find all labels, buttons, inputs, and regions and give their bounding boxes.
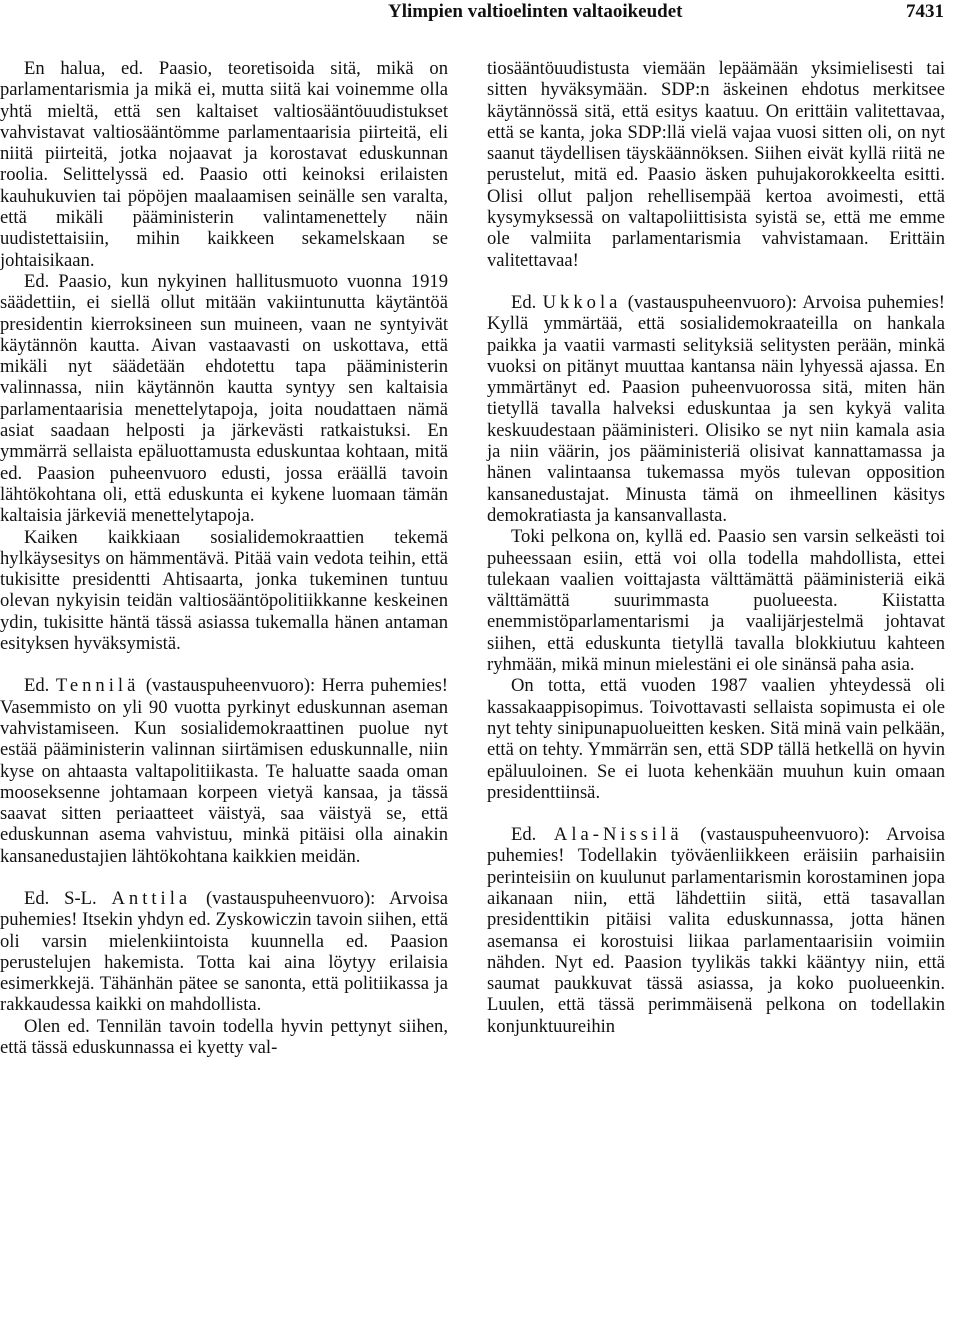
speech-paragraph: [487, 292, 945, 526]
right-column: [487, 58, 945, 1037]
speech-paragraph: [0, 675, 448, 867]
speech-paragraph: [487, 824, 945, 1037]
speech-paragraph: [0, 888, 448, 1016]
speech-lead: Ed.: [24, 675, 56, 697]
paragraph: Toki pelkona on, kyllä ed. Paasio sen varsin selkeästi toi puheessaan esiin, että voi olla todella mahdollista, ettei tulekaan vaalien voittajasta välttämättä pääministeriä eikä välttämättä suurimmasta puolueesta. Kiistatta enemmistöparlamentarismi ja vaalijärjestelmä johtavat siihen, että eduskunta tietyllä tavalla blokkiutuu kahteen ryhmään, mikä minun mielestäni ei ole sinänsä paha asia.: [487, 526, 945, 676]
paragraph: On totta, että vuoden 1987 vaalien yhteydessä oli kassakaappisopimus. Toivottavasti sellaista sopimusta ei ole nyt tehty sinipunapuolueitten kesken. Sitä minä vain pelkään, että on tehty. Ymmärrän sen, että SDP tällä hetkellä on hyvin epäluuloinen. Se ei luota kehenkään muuhun kuin omaan presidenttiinsä.: [487, 675, 945, 803]
speech-lead: Ed.: [511, 291, 543, 313]
page-number: 7431: [906, 1, 944, 22]
speaker-name: Anttila: [111, 887, 192, 909]
paragraph: En halua, ed. Paasio, teoretisoida sitä, mikä on parlamentarismia ja mikä ei, mutta siitä kai voinemme olla yhtä mieltä, että sen kaltaiset valtiosääntöuudistukset vahvistavat valtiosääntömme parlamentaarisia piirteitä, eli niitä piirteitä, jotka nojaavat ja korostavat eduskunnan roolia. Selittelyssä ed. Paasio otti keinoksi erilaisten kauhukuvien tai pöpöjen maalaamisen seinälle sen varalta, että mikäli pääministerin valintamenettely näin uudistettaisiin, mihin kaikkeen sekamelskaan se johtaisikaan.: [0, 58, 448, 271]
running-title: Ylimpien valtioelinten valtaoikeudet: [388, 1, 683, 22]
speaker-name: Tennilä: [55, 675, 140, 697]
paragraph: Olen ed. Tennilän tavoin todella hyvin pettynyt siihen, että tässä eduskunnassa ei kyetty val-: [0, 1015, 448, 1059]
speech-text: (vastauspuheenvuoro): Arvoisa puhemies! Itsekin yhdyn ed. Zyskowiczin tavoin siihen, että oli varsin mielenkiintoista kuunnella ed. Paasion perustelujen hakemista. Totta kai aina löytyy erilaisia esimerkkejä. Tähänhän pätee se sanonta, että politiikassa ja rakkaudessa kaikki on mahdollista.: [0, 887, 449, 1016]
paragraph: Ed. Paasio, kun nykyinen hallitusmuoto vuonna 1919 säädettiin, ei siellä ollut mitään vakiintunutta käytäntöä presidentin kierroksineen sun muineen, vaan ne syntyivät käytännön kautta. Aivan vastaavasti on uskottava, että mikäli nyt säädetään ehdotettu tapa pääministerin valinnassa, niin käytännön kautta syntyy sen kaltaisia parlamentaarisia menettelytapoja, joita noudattaen nämä asiat saadaan helposti ja järkevästi ratkaistuksi. En ymmärrä sellaista epäluottamusta eduskuntaa kohtaan, mitä ed. Paasion puheenvuoro edusti, jossa eräällä tavoin lähtökohtana oli, että eduskunta ei kykene luomaan tämän kaltaisia järkeviä menettelytapoja.: [0, 270, 448, 527]
speech-text: (vastauspuheenvuoro): Herra puhemies! Vasemmisto on yli 90 vuotta pyrkinyt eduskunnan aseman vahvistamiseen. Kun sosialidemokraattinen puolue nyt estää pääministerin valinnan siirtämisen eduskunnalle, niin kyse on ahtaasta valtapolitiikasta. Te haluatte saada oman mooseksenne johtamaan korpeen vietyä kansaa, ja tässä saavat sitten periaatteet väistyä, saa väistyä se, että eduskunnan asema vahvistuu, minkä pitäisi olla ainakin kansanedustajien lähtökohtana kaikkien meidän.: [0, 675, 449, 867]
paragraph: Kaiken kaikkiaan sosialidemokraattien tekemä hylkäysesitys on hämmentävä. Pitää vain vedota teihin, että tukisitte presidentti Ahtisaarta, jonka tukeminen tuntuu olevan nykyisin teidän valtiosääntöpolitiikkanne keskeinen ydin, tukisitte häntä tässä asiassa tukemalla hänen antaman esityksen hyväksymistä.: [0, 526, 448, 655]
speech-lead: Ed. S-L.: [24, 887, 112, 909]
running-header: [0, 0, 960, 30]
left-column: [0, 58, 448, 1058]
speech-lead: Ed.: [511, 824, 554, 846]
speech-text: (vastauspuheenvuoro): Arvoisa puhemies! Todellakin työväenliikkeen eräisiin parhaisiin perinteisiin on kuulunut parlamentarismin korostaminen jopa aikanaan niin, että lähdettiin siitä, että tasavallan presidenttikin pitäisi valita eduskunnassa, jotta hänen asemansa ei korostuisi liikaa parlamentaarisiin voimiin nähden. Nyt ed. Paasion tyylikäs takki kääntyy niin, että saumat paukkuvat tässä asiassa, ja koko puolueenkin. Luulen, että tässä perimmäisenä pelkona on todellakin konjunktuureihin: [487, 824, 946, 1037]
paragraph: tiosääntöuudistusta viemään lepäämään yksimielisesti tai sitten hyväksymään. SDP:n äskeinen ehdotus merkitsee käytännössä sitä, että esitys kaatuu. On erittäin valitettavaa, että se kanta, joka SDP:llä vielä vajaa vuosi sitten oli, on nyt saanut täydellisen täyskäännöksen. Siihen eivät kyllä riitä ne perustelut, mitä ed. Paasio äsken puhujakorokkeelta esitti. Olisi ollut paljon rehellisempää kertoa avoimesti, että kysymyksessä on valtapoliittisista syistä se, että me emme ole valmiita parlamentarismia vahvistamaan. Erittäin valitettavaa!: [487, 58, 945, 271]
speech-text: (vastauspuheenvuoro): Arvoisa puhemies! Kyllä ymmärtää, että sosialidemokraateilla on hankala paikka ja vaatii varmasti selityksiä selitysten perään, minkä vuoksi on pitänyt muuttaa kantansa näin lyhyessä ajassa. En ymmärtänyt ed. Paasion puheenvuorossa sitä, miten hän tietyllä tavalla halveksi eduskuntaa ja sen kykyä valita keskuudestaan pääministeri. Olisiko se nyt niin kamala asia ja niin väärin, jos pääministeriä olisivat kannattamassa ja hänen valintaansa tukemassa myös tulevan opposition kansanedustajat. Minusta tämä on ihmeellinen käsitys demokratiasta ja kansanvallasta.: [487, 291, 945, 526]
speaker-name: Ukkola: [542, 291, 622, 313]
speaker-name: Ala-Nissilä: [553, 824, 683, 846]
